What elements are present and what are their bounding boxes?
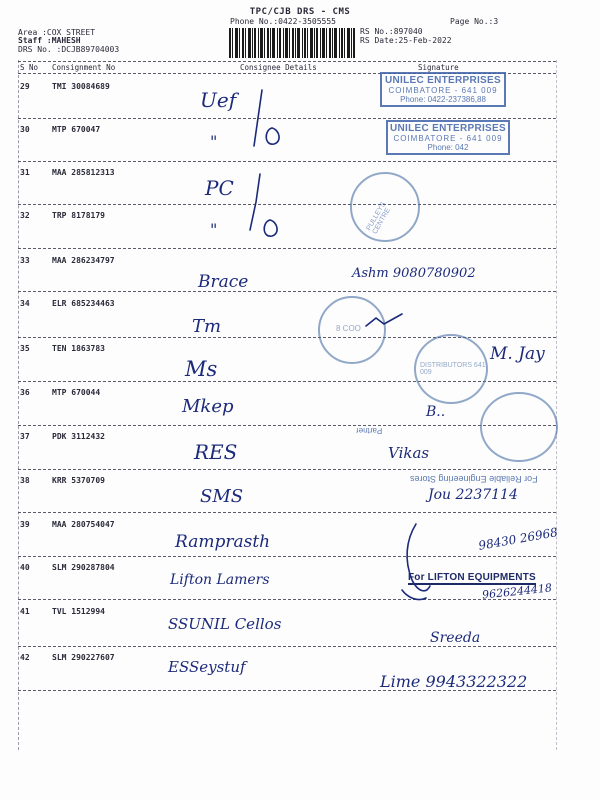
barcode-image [229, 28, 355, 58]
lifton-stamp: For LIFTON EQUIPMENTS [408, 572, 536, 583]
row-divider [18, 556, 556, 557]
row-divider [18, 469, 556, 470]
column-header-sno: S No [20, 63, 39, 72]
signature-handwriting: B.. [426, 404, 446, 420]
signature-handwriting: 9626244418 [481, 581, 553, 602]
stamp-phone: Phone: 042 [427, 143, 469, 152]
row-consignment: PDK 3112432 [52, 432, 105, 441]
round-seal [414, 334, 488, 404]
header-rule-top [18, 61, 556, 62]
row-sno: 42 [20, 653, 30, 662]
row-consignment: TMI 30084689 [52, 82, 110, 91]
row-consignment: TVL 1512994 [52, 607, 105, 616]
round-seal [480, 392, 558, 462]
row-consignment: SLM 290227607 [52, 653, 115, 662]
reliable-stamp: For Reliable Engineering Stores [410, 474, 538, 484]
consignee-handwriting: Mkep [182, 396, 234, 417]
row-consignment: ELR 685234463 [52, 299, 115, 308]
row-sno: 41 [20, 607, 30, 616]
row-consignment: MAA 280754047 [52, 520, 115, 529]
consignee-handwriting: ESSeystuf [168, 658, 246, 676]
seal-text: 8 COO [336, 324, 361, 333]
signature-handwriting: M. Jay [490, 344, 545, 364]
signature-scribble [396, 520, 436, 610]
row-sno: 32 [20, 211, 30, 220]
area-label: Area :COX STREET [18, 28, 96, 37]
row-consignment: TRP 8178179 [52, 211, 105, 220]
page-number: Page No.:3 [450, 17, 499, 26]
right-margin-rule [556, 60, 557, 750]
row-sno: 34 [20, 299, 30, 308]
row-divider [18, 425, 556, 426]
row-divider [18, 337, 556, 338]
row-consignment: SLM 290287804 [52, 563, 115, 572]
seal-text: PULLEYS CENTRE [365, 201, 392, 236]
consignee-handwriting: " [210, 132, 218, 151]
row-sno: 40 [20, 563, 30, 572]
row-sno: 31 [20, 168, 30, 177]
ditto-slash-marks [240, 88, 300, 248]
stamp-city: COIMBATORE - 641 009 [393, 134, 503, 143]
row-divider [18, 646, 556, 647]
row-consignment: MAA 286234797 [52, 256, 115, 265]
consignee-handwriting: Lifton Lamers [170, 572, 270, 588]
signature-handwriting: Vikas [388, 444, 430, 462]
consignee-handwriting: Ms [185, 357, 218, 381]
row-sno: 39 [20, 520, 30, 529]
rs-date: RS Date:25-Feb-2022 [360, 36, 452, 45]
consignee-handwriting: RES [194, 440, 238, 464]
consignee-handwriting: SSUNIL Cellos [168, 615, 282, 633]
row-sno: 38 [20, 476, 30, 485]
rs-number: RS No.:897040 [360, 27, 423, 36]
signature-handwriting: Lime 9943322322 [380, 672, 528, 691]
company-stamp [386, 120, 510, 155]
partner-stamp: Partner [356, 426, 383, 435]
row-sno: 36 [20, 388, 30, 397]
seal-text: DISTRIBUTORS 641 009 [420, 362, 486, 376]
row-divider [18, 291, 556, 292]
column-header-consignee: Consignee Details [240, 63, 317, 72]
row-sno: 30 [20, 125, 30, 134]
row-divider [18, 248, 556, 249]
consignee-handwriting: Uef [200, 88, 237, 112]
stamp-phone: Phone: 0422-237386,88 [400, 95, 486, 104]
consignee-handwriting: " [210, 220, 218, 239]
row-divider [18, 599, 556, 600]
round-seal [350, 172, 420, 242]
row-consignment: MTP 670044 [52, 388, 101, 397]
consignee-handwriting: SMS [200, 486, 244, 507]
drs-number: DRS No. :DCJB89704003 [18, 45, 120, 54]
signature-handwriting: Ashm 9080780902 [352, 266, 476, 281]
stamp-company-name: UNILEC ENTERPRISES [390, 123, 506, 134]
row-sno: 37 [20, 432, 30, 441]
row-consignment: TEN 1863783 [52, 344, 105, 353]
row-consignment: MTP 670047 [52, 125, 101, 134]
phone-number: Phone No.:0422-3505555 [230, 17, 336, 26]
company-stamp [380, 72, 506, 107]
consignee-handwriting: Ramprasth [175, 532, 271, 552]
staff-label: Staff :MAHESH [18, 36, 81, 45]
consignee-handwriting: Brace [198, 272, 249, 292]
column-header-signature: Signature [418, 63, 459, 72]
signature-check [364, 312, 404, 332]
signature-handwriting: Sreeda [430, 630, 481, 646]
consignee-handwriting: Tm [192, 316, 222, 337]
stamp-company-name: UNILEC ENTERPRISES [385, 75, 501, 86]
document-title: TPC/CJB DRS - CMS [249, 7, 351, 17]
row-divider [18, 512, 556, 513]
row-consignment: KRR 5370709 [52, 476, 105, 485]
row-sno: 33 [20, 256, 30, 265]
row-sno: 29 [20, 82, 30, 91]
consignee-handwriting: PC [205, 176, 234, 200]
row-sno: 35 [20, 344, 30, 353]
row-consignment: MAA 285812313 [52, 168, 115, 177]
stamp-city: COIMBATORE - 641 009 [388, 86, 498, 95]
column-header-consignment: Consignment No [52, 63, 116, 72]
signature-handwriting: Jou 2237114 [428, 487, 518, 503]
signature-handwriting: 98430 26968 [477, 525, 559, 553]
